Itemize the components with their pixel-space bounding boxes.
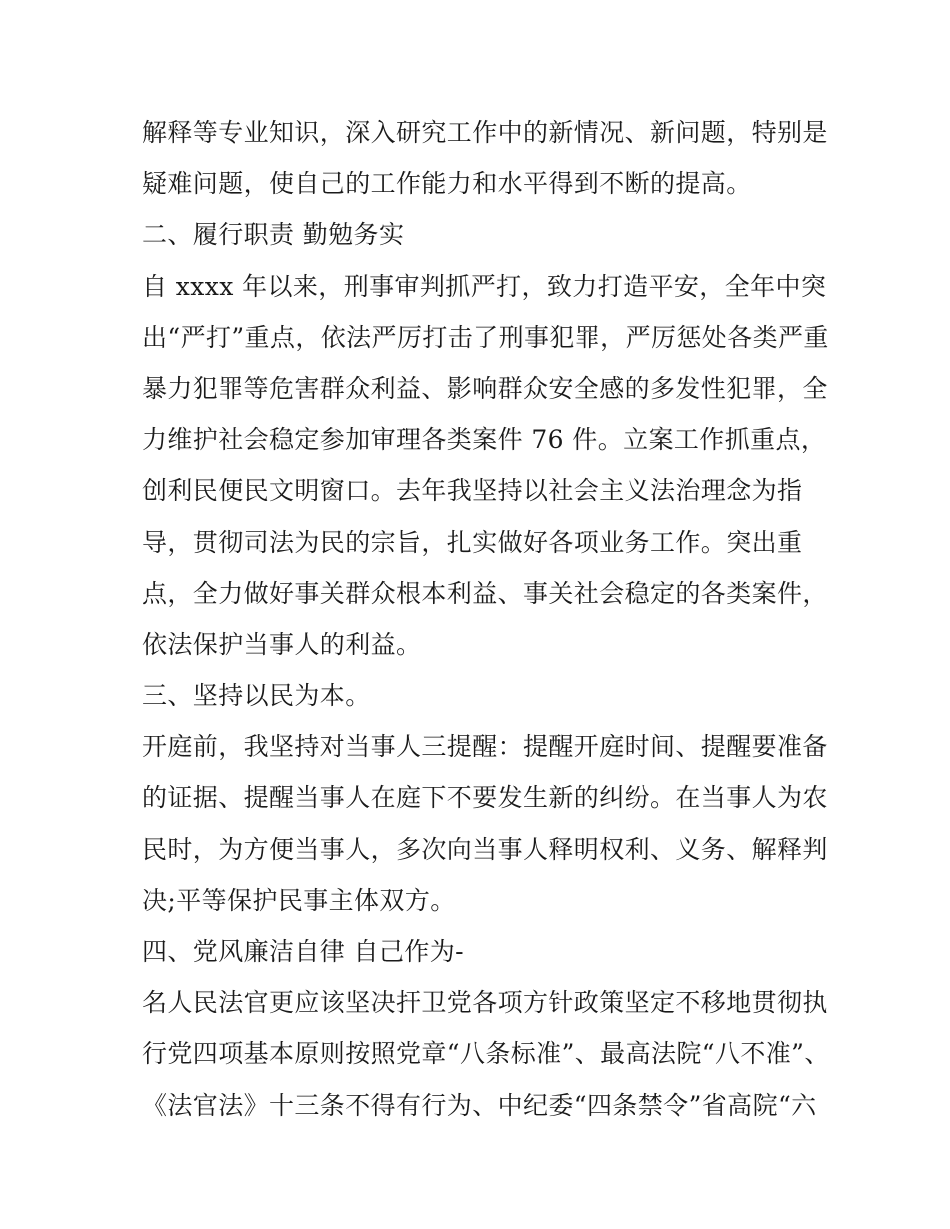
document-body — [142, 107, 830, 1131]
text-line: 行党四项基本原则按照党章“八条标准”、最高法院“八不准”、 — [142, 1039, 830, 1069]
text-line: 出“严打”重点，依法严厉打击了刑事犯罪，严厉惩处各类严重 — [142, 322, 829, 352]
section-heading-3: 三、坚持以民为本。 — [142, 681, 371, 711]
text-line: 《法官法》十三条不得有行为、中纪委“四条禁令”省高院“六 — [142, 1090, 817, 1120]
text-line: 导，贯彻司法为民的宗旨，扎实做好各项业务工作。突出重 — [142, 527, 803, 557]
text-line: 依法保护当事人的利益。 — [142, 629, 422, 659]
text-line: 自 xxxx 年以来，刑事审判抓严打，致力打造平安，全年中突 — [142, 271, 827, 301]
text-line: 点，全力做好事关群众根本利益、事关社会稳定的各类案件， — [142, 578, 828, 608]
text-line: 疑难问题，使自己的工作能力和水平得到不断的提高。 — [142, 169, 752, 199]
text-line: 暴力犯罪等危害群众利益、影响群众安全感的多发性犯罪，全 — [142, 373, 828, 403]
text-line: 的证据、提醒当事人在庭下不要发生新的纠纷。在当事人为农 — [142, 783, 828, 813]
text-line: 创利民便民文明窗口。去年我坚持以社会主义法治理念为指 — [142, 476, 803, 506]
section-heading-2: 二、履行职责 勤勉务实 — [142, 220, 405, 250]
text-line: 开庭前，我坚持对当事人三提醒：提醒开庭时间、提醒要准备 — [142, 732, 828, 762]
text-line: 名人民法官更应该坚决扞卫党各项方针政策坚定不移地贯彻执 — [142, 988, 828, 1018]
text-line: 力维护社会稳定参加审理各类案件 76 件。立案工作抓重点， — [142, 425, 827, 455]
text-line: 民时，为方便当事人，多次向当事人释明权利、义务、解释判 — [142, 834, 828, 864]
text-line: 解释等专业知识，深入研究工作中的新情况、新问题，特别是 — [142, 118, 828, 147]
text-line: 决;平等保护民事主体双方。 — [142, 885, 456, 915]
section-heading-4: 四、党风廉洁自律 自己作为- — [142, 937, 464, 966]
